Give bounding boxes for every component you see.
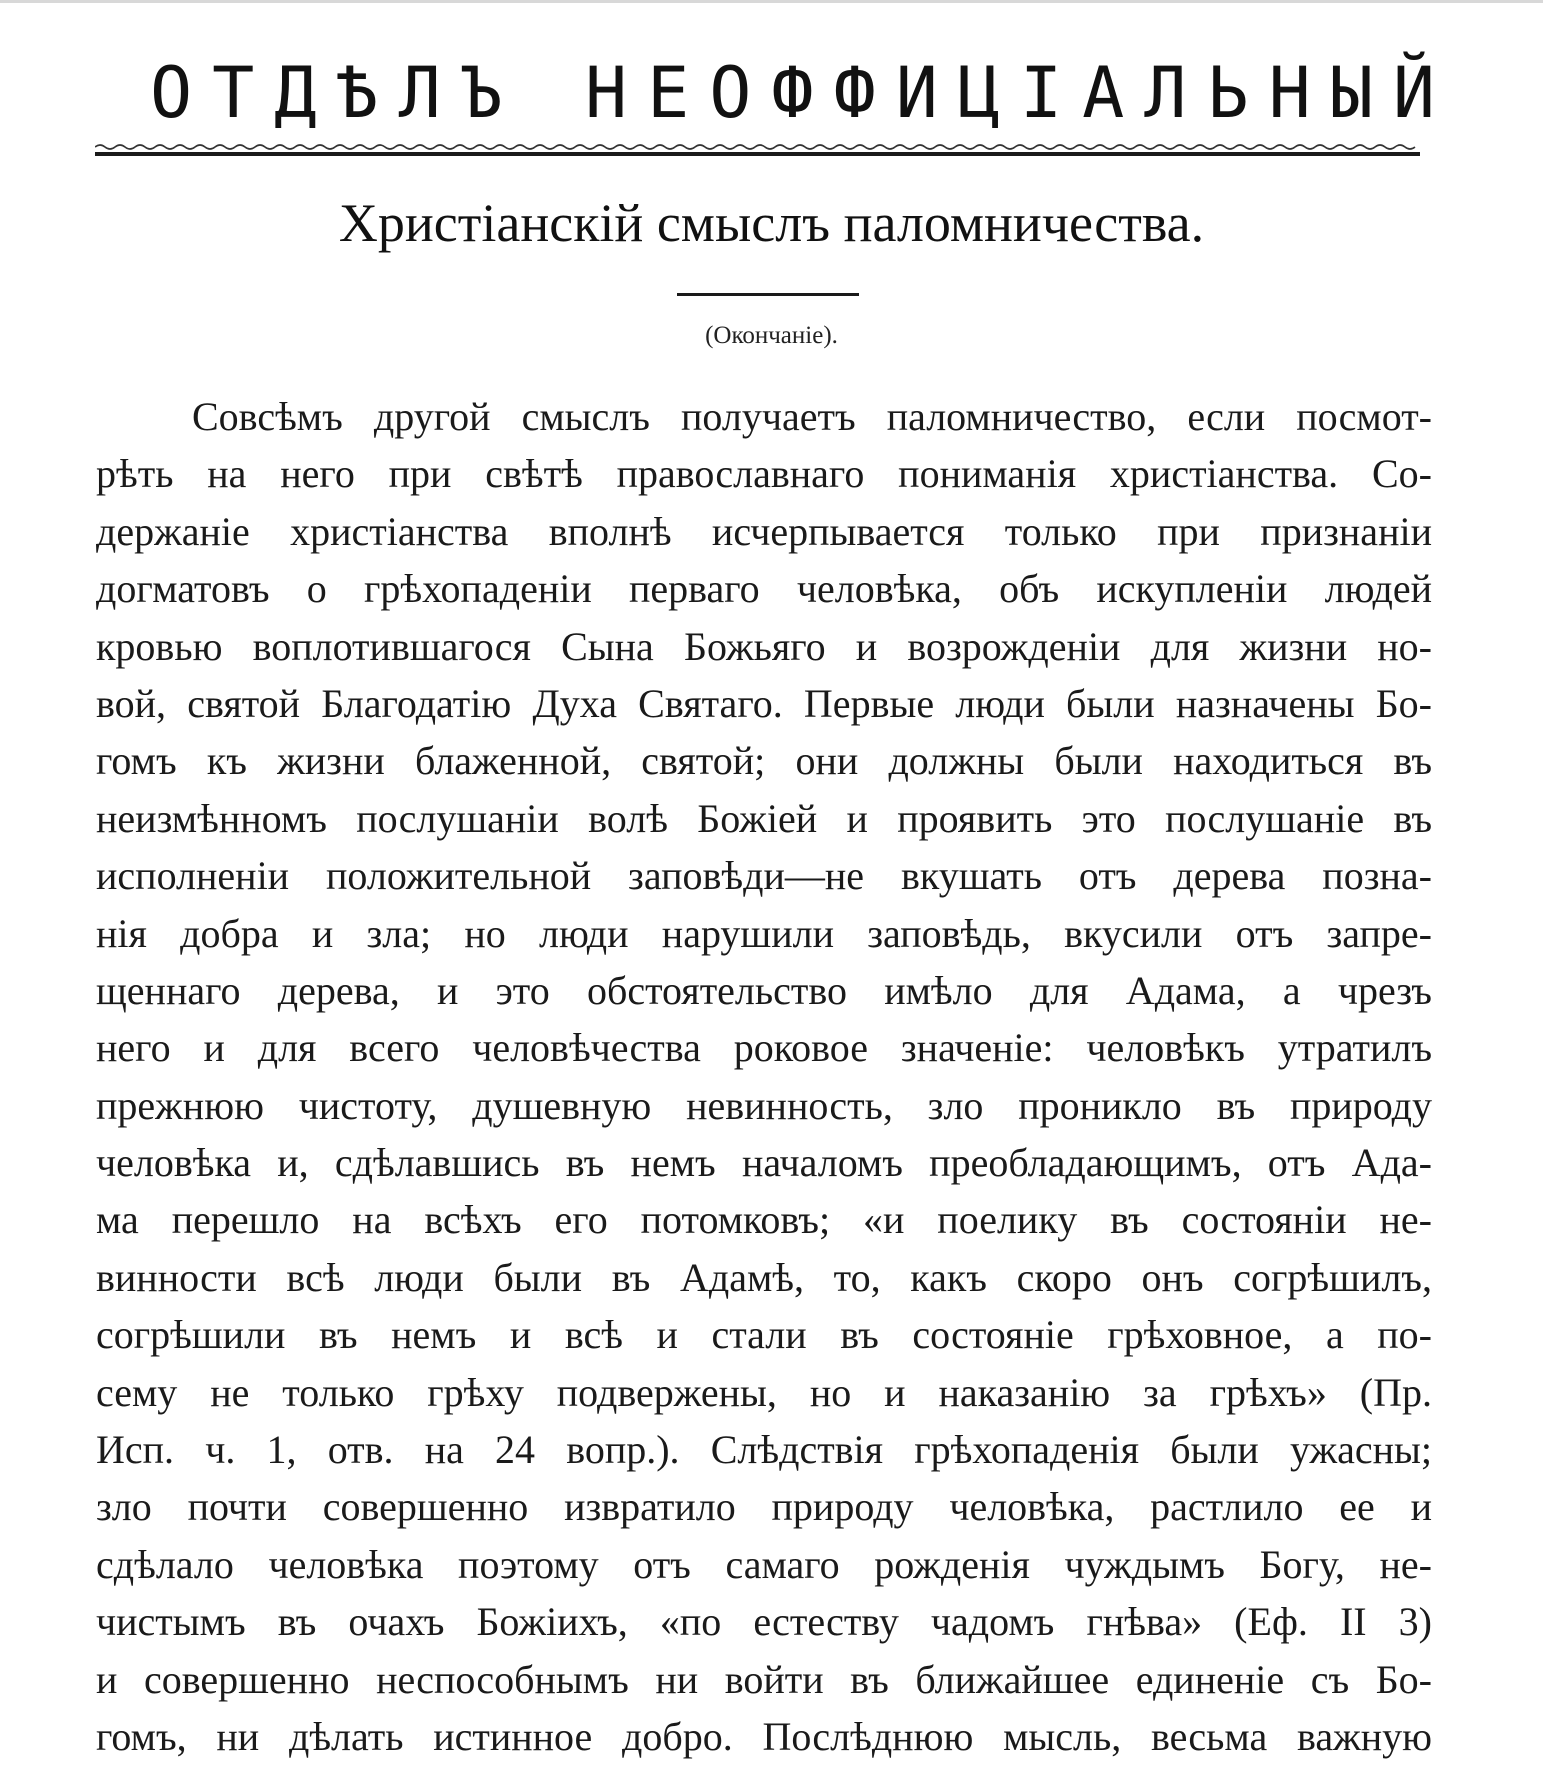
header-rule — [95, 152, 1420, 156]
text-line: рѣть на него при свѣтѣ православнаго пониманія христіанства. Со- — [96, 451, 1432, 497]
text-line: прежнюю чистоту, душевную невинность, зло проникло въ природу — [96, 1082, 1432, 1128]
decorative-wavy-rule — [95, 143, 1420, 151]
text-line: неизмѣнномъ послушаніи волѣ Божіей и проявить это послушаніе въ — [96, 795, 1432, 841]
text-line: чистымъ въ очахъ Божіихъ, «по естеству чадомъ гнѣва» (Еф. II 3) — [96, 1599, 1432, 1645]
article-body — [96, 388, 1432, 1765]
text-line: ма перешло на всѣхъ его потомковъ; «и поелику въ состояніи не- — [96, 1197, 1432, 1243]
page-top-edge — [0, 0, 1543, 3]
text-line: сему не только грѣху подвержены, но и наказанію за грѣхъ» (Пр. — [96, 1369, 1432, 1415]
text-line: гомъ къ жизни блаженной, святой; они должны были находиться въ — [96, 738, 1432, 784]
title-rule — [677, 293, 859, 296]
text-line: нія добра и зла; но люди нарушили заповѣдь, вкусили отъ запре- — [96, 910, 1432, 956]
text-line: сдѣлало человѣка поэтому отъ самаго рожденія чуждымъ Богу, не- — [96, 1541, 1432, 1587]
text-line: винности всѣ люди были въ Адамѣ, то, какъ скоро онъ согрѣшилъ, — [96, 1254, 1432, 1300]
text-line: и совершенно неспособнымъ ни войти въ ближайшее единеніе съ Бо- — [96, 1656, 1432, 1702]
text-line: вой, святой Благодатію Духа Святаго. Первые люди были назначены Бо- — [96, 680, 1432, 726]
text-line: исполненіи положительной заповѣди—не вкушать отъ дерева позна- — [96, 853, 1432, 899]
text-line: щеннаго дерева, и это обстоятельство имѣло для Адама, а чрезъ — [96, 967, 1432, 1013]
text-line: догматовъ о грѣхопаденіи перваго человѣка, объ искупленіи людей — [96, 566, 1432, 612]
text-line: человѣка и, сдѣлавшись въ немъ началомъ преобладающимъ, отъ Ада- — [96, 1140, 1432, 1186]
text-line: согрѣшили въ немъ и всѣ и стали въ состояніе грѣховное, а по- — [96, 1312, 1432, 1358]
article-title: Христіанскій смыслъ паломничества. — [338, 193, 1205, 253]
text-line: кровью воплотившагося Сына Божьяго и возрожденіи для жизни но- — [96, 623, 1432, 669]
text-line: гомъ, ни дѣлать истинное добро. Послѣднюю мысль, весьма важную — [96, 1713, 1432, 1759]
text-line: зло почти совершенно извратило природу человѣка, растлило ее и — [96, 1484, 1432, 1530]
text-line: Совсѣмъ другой смыслъ получаетъ паломничество, если посмот- — [192, 394, 1432, 439]
text-line: Исп. ч. 1, отв. на 24 вопр.). Слѣдствія грѣхопаденія были ужасны; — [96, 1427, 1432, 1473]
text-line: держаніе христіанства вполнѣ исчерпывается только при признаніи — [96, 508, 1432, 554]
text-line: него и для всего человѣчества роковое значеніе: человѣкъ утратилъ — [96, 1025, 1432, 1071]
section-header: ОТДѢЛЪ НЕОФФИЦІАЛЬНЫЙ — [150, 52, 1456, 134]
continuation-note: (Окончаніе). — [705, 322, 838, 349]
